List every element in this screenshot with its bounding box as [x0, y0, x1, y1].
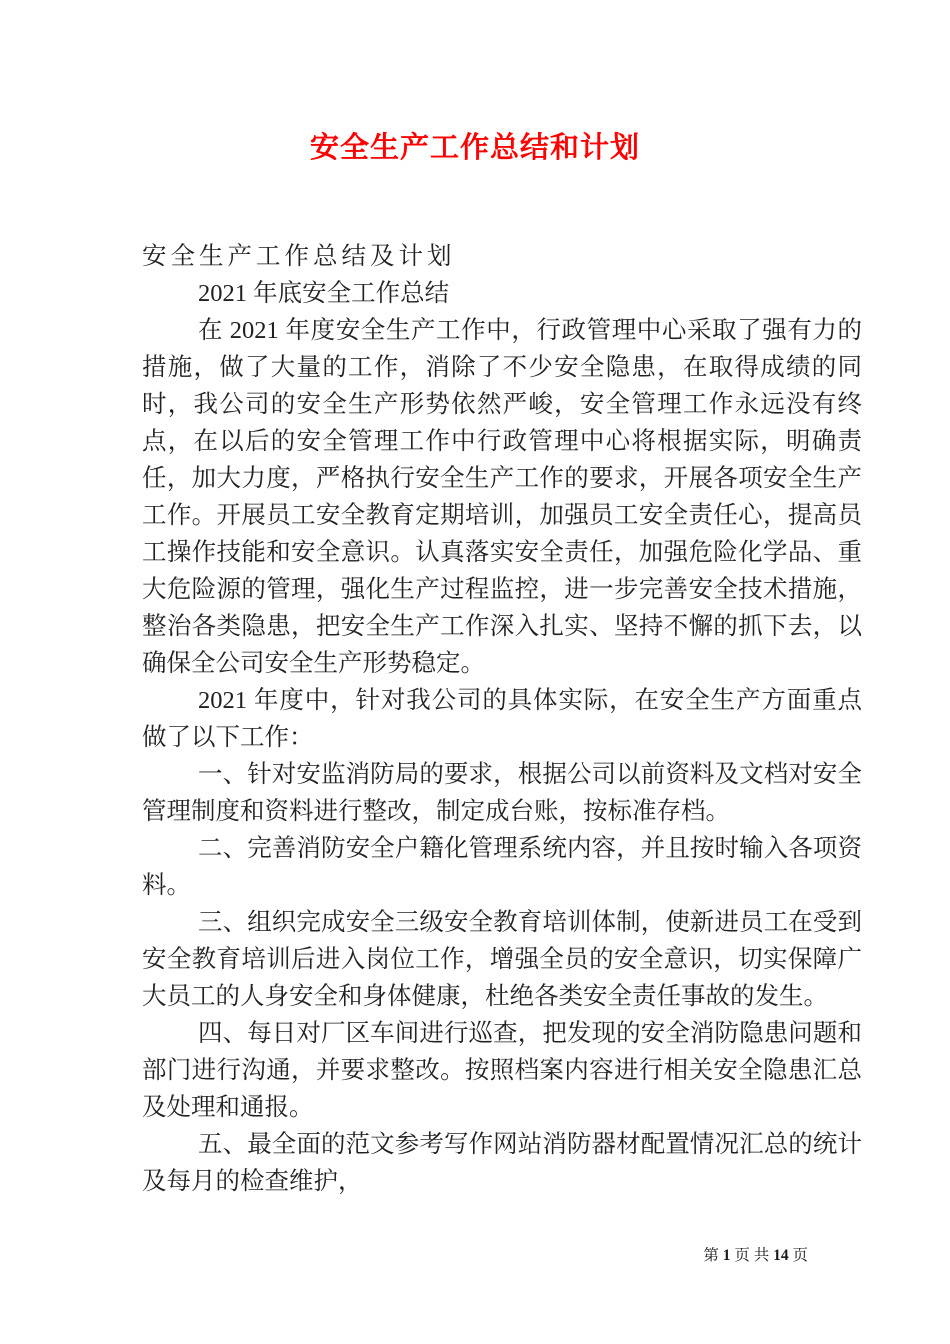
- paragraph-item-5: 五、最全面的范文参考写作网站消防器材配置情况汇总的统计及每月的检查维护，: [142, 1131, 862, 1195]
- footer-label-middle: 页 共: [730, 1247, 774, 1264]
- paragraph-item-3: 三、组织完成安全三级安全教育培训体制，使新进员工在受到安全教育培训后进入岗位工作，增强全员的安全意识，切实保障广大员工的人身安全和身体健康，杜绝各类安全责任事故的发生。: [142, 909, 862, 1010]
- footer-label-after: 页: [788, 1247, 808, 1264]
- footer-total-pages-number: 14: [773, 1247, 789, 1264]
- paragraph-item-2: 二、完善消防安全户籍化管理系统内容，并且按时输入各项资料。: [142, 835, 862, 899]
- paragraph-year-intro: 2021 年度中，针对我公司的具体实际，在安全生产方面重点做了以下工作：: [142, 687, 862, 751]
- document-title: 安全生产工作总结和计划: [309, 132, 640, 164]
- subtitle-line-2: 2021 年底安全工作总结: [198, 280, 450, 307]
- subtitle-line-1: 安全生产工作总结及计划: [142, 243, 456, 270]
- paragraph-overview: 在 2021 年度安全生产工作中，行政管理中心采取了强有力的措施，做了大量的工作，消除了不少安全隐患，在取得成绩的同时，我公司的安全生产形势依然严峻，安全管理工作永远没有终点，在以后的安全管理工作中行政管理中心将根据实际，明确责任，加大力度，严格执行安全生产工作的要求，开展各项安全生产工作。开展员工安全教育定期培训，加强员工安全责任心，提高员工操作技能和安全意识。认真落实安全责任，加强危险化学品、重大危险源的管理，强化生产过程监控，进一步完善安全技术措施，整治各类隐患，把安全生产工作深入扎实、坚持不懈的抓下去，以确保全公司安全生产形势稳定。: [142, 317, 862, 677]
- document-body: [142, 238, 862, 1200]
- paragraph-item-1: 一、针对安监消防局的要求，根据公司以前资料及文档对安全管理制度和资料进行整改，制定成台账，按标准存档。: [142, 761, 862, 825]
- page-footer: [703, 1246, 808, 1265]
- paragraph-item-4: 四、每日对厂区车间进行巡查，把发现的安全消防隐患问题和部门进行沟通，并要求整改。按照档案内容进行相关安全隐患汇总及处理和通报。: [142, 1020, 862, 1121]
- footer-current-page-number: 1: [722, 1247, 731, 1264]
- footer-label-before: 第: [703, 1247, 723, 1264]
